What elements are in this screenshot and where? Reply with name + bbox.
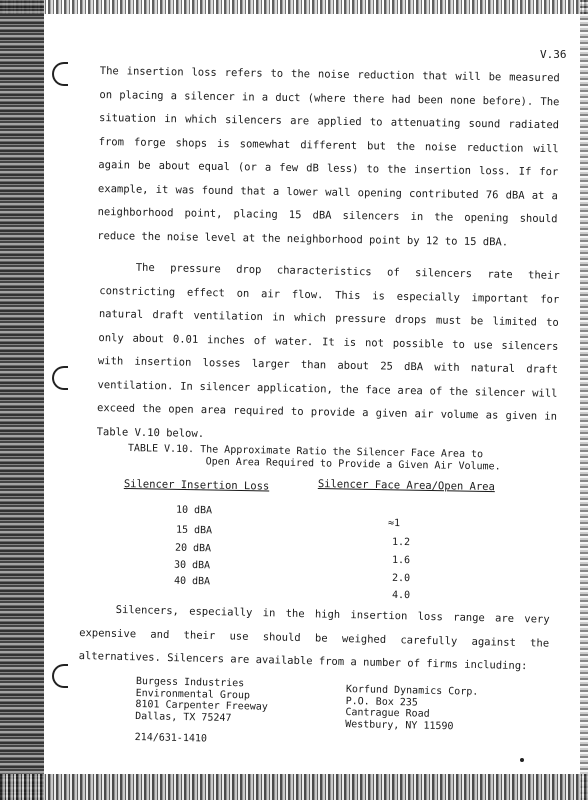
table-cell: 15 dBA: [175, 524, 213, 537]
scan-speck: [520, 758, 524, 762]
scan-noise-bottom: [0, 774, 588, 800]
paragraph-insertion-loss: The insertion loss refers to the noise reduction that will be measured on placing a silencer in a duct (where there had been none before). The situation in which silencers are applied to attenuating sound radiated from forge shops is somewhat different but the noise reduction will again be about equal (or a few dB less) to the insertion loss. If for example, it was found that a lower wall opening contributed 76 dBA at a neighborhood point, placing 15 dBA silencers in the opening should reduce the noise level at the neighborhood point by 12 to 15 dBA.: [97, 64, 560, 248]
paragraph-text: The pressure drop characteristics of silencers rate their constricting effect on air flow. This is especially important for natural draft ventilation in which pressure drops must be limited to only about 0.01 inches of water. It is not possible to use silencers with insertion losses larger than about 25 dBA with natural draft ventilation. In silencer application, the face area of the silencer will exceed the open area required to provide a given air volume as given in Table V.10 below.: [96, 261, 560, 440]
table-cell: 4.0: [391, 589, 411, 602]
phone-number: 214/631-1410: [134, 731, 208, 745]
table-header-face-area-ratio: Silencer Face Area/Open Area: [317, 478, 495, 494]
address-line: P.O. Box 235: [345, 695, 418, 709]
firm-address-korfund: [345, 684, 478, 733]
table-cell: 10 dBA: [175, 504, 213, 517]
address-line: Environmental Group: [135, 687, 251, 701]
paragraph-pressure-drop: [96, 256, 560, 453]
address-line: 8101 Carpenter Freeway: [135, 698, 268, 713]
table-cell: ≈1: [387, 517, 401, 530]
table-cell: 1.2: [391, 536, 411, 549]
table-header-insertion-loss: Silencer Insertion Loss: [123, 478, 270, 493]
table-caption-line: TABLE V.10. The Approximate Ratio the Silencer Face Area to: [127, 443, 484, 461]
firm-address-burgess: [135, 676, 269, 746]
scan-noise-right: [580, 0, 588, 800]
scan-noise-top: [0, 0, 588, 14]
paragraph-silencer-cost: [78, 598, 549, 679]
table-caption-line: Open Area Required to Provide a Given Air Volume.: [205, 456, 501, 473]
binder-hole-icon: [52, 664, 68, 688]
table-cell: 1.6: [391, 554, 411, 567]
table-cell: 30 dBA: [173, 559, 211, 572]
table-cell: 20 dBA: [174, 542, 212, 555]
binder-hole-icon: [52, 366, 68, 390]
scan-noise-left: [0, 0, 44, 800]
address-line: Burgess Industries: [135, 676, 245, 690]
address-line: Korfund Dynamics Corp.: [345, 684, 479, 698]
binder-hole-icon: [52, 62, 68, 86]
table-cell: 40 dBA: [173, 575, 211, 588]
address-line: Cantrague Road: [345, 706, 430, 720]
page-number: V.36: [540, 48, 567, 61]
table-cell: 2.0: [391, 572, 411, 585]
paragraph-text: Silencers, especially in the high insertion loss range are very expensive and their use should be weighed carefully against the alternatives. Silencers are available from a number of firms including:: [78, 603, 550, 673]
address-line: Westbury, NY 11590: [345, 718, 454, 732]
address-line: Dallas, TX 75247: [135, 710, 232, 724]
